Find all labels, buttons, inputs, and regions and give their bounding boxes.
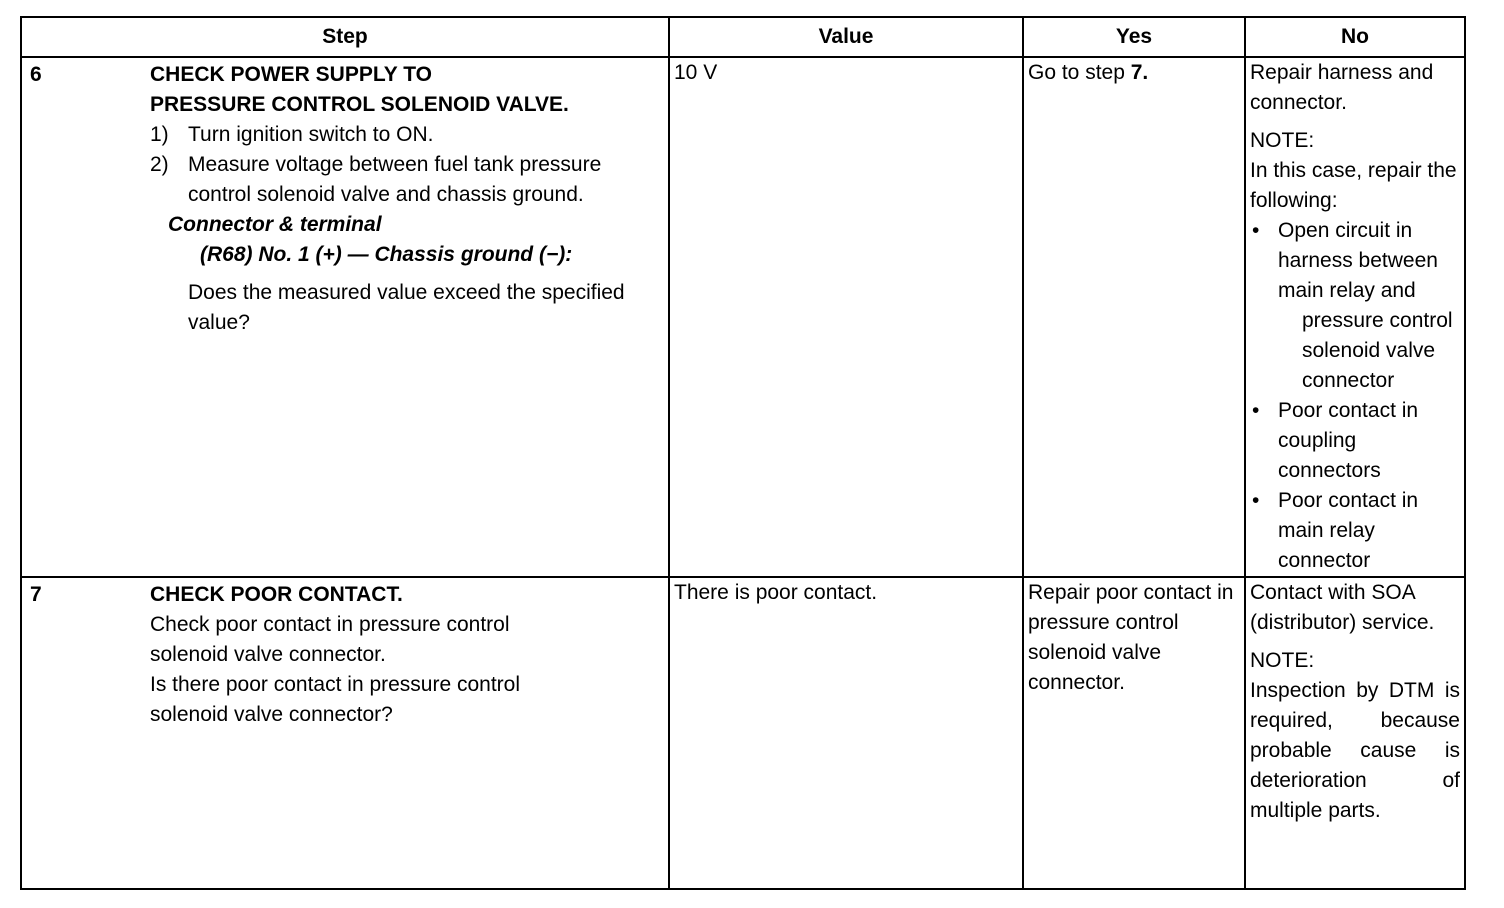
step-number: 6 bbox=[30, 63, 42, 86]
value-cell bbox=[669, 577, 1023, 889]
table-row bbox=[21, 577, 1465, 889]
header-yes: Yes bbox=[1023, 17, 1245, 57]
yes-text: Repair poor contact in pressure control solenoid valve connector. bbox=[1028, 581, 1234, 694]
substep-number: 2) bbox=[150, 153, 169, 176]
substep bbox=[150, 120, 664, 150]
bullet-text: Poor contact in coupling connectors bbox=[1278, 399, 1419, 482]
step-text: Check poor contact in pressure control solenoid valve connector. bbox=[150, 613, 510, 666]
yes-text: Go to step bbox=[1028, 61, 1131, 84]
substep-text: Measure voltage between fuel tank pressure control solenoid valve and chassis ground. bbox=[188, 153, 602, 206]
step-title-cont: PRESSURE CONTROL SOLENOID VALVE. bbox=[150, 93, 569, 116]
step-cell bbox=[21, 577, 669, 889]
no-text: Contact with SOA (distributor) service. bbox=[1250, 581, 1435, 634]
bullet-item bbox=[1250, 486, 1460, 576]
step-cell bbox=[21, 57, 669, 577]
bullet-marker: • bbox=[1252, 219, 1260, 242]
header-step: Step bbox=[21, 17, 669, 57]
step-question: Is there poor contact in pressure control solenoid valve connector? bbox=[150, 673, 521, 726]
header-value: Value bbox=[669, 17, 1023, 57]
no-cell bbox=[1245, 57, 1465, 577]
value-cell bbox=[669, 57, 1023, 577]
note-label: NOTE: bbox=[1250, 649, 1315, 672]
table-row bbox=[21, 57, 1465, 577]
value-text: There is poor contact. bbox=[674, 581, 878, 604]
header-no: No bbox=[1245, 17, 1465, 57]
bullet-item bbox=[1250, 216, 1460, 306]
bullet-marker: • bbox=[1252, 489, 1260, 512]
note-text: In this case, repair the following: bbox=[1250, 159, 1457, 212]
bullet-text: Open circuit in harness between main relay and bbox=[1278, 219, 1438, 302]
connector-label: Connector & terminal bbox=[168, 213, 382, 236]
bullet-marker: • bbox=[1252, 399, 1260, 422]
bullet-text-cont: pressure control solenoid valve connector bbox=[1302, 309, 1453, 392]
diagnostic-table bbox=[20, 16, 1466, 890]
value-text: 10 V bbox=[674, 61, 718, 84]
step-title: CHECK POOR CONTACT. bbox=[150, 583, 403, 606]
substep bbox=[150, 150, 664, 210]
bullet-item bbox=[1250, 396, 1460, 486]
connector-spec: (R68) No. 1 (+) — Chassis ground (−): bbox=[200, 243, 573, 266]
no-text: Repair harness and connector. bbox=[1250, 61, 1434, 114]
substep-number: 1) bbox=[150, 123, 169, 146]
yes-cell bbox=[1023, 577, 1245, 889]
step-number: 7 bbox=[30, 583, 42, 606]
bullet-text: Poor contact in main relay connector bbox=[1278, 489, 1419, 572]
yes-step-link: 7. bbox=[1130, 61, 1149, 84]
header-row bbox=[21, 17, 1465, 57]
step-question: Does the measured value exceed the specified value? bbox=[188, 281, 625, 334]
note-text: Inspection by DTM is required, because probable cause is deterioration of multiple parts. bbox=[1250, 679, 1460, 822]
substep-text: Turn ignition switch to ON. bbox=[188, 123, 434, 146]
yes-cell bbox=[1023, 57, 1245, 577]
step-title: CHECK POWER SUPPLY TO bbox=[150, 63, 433, 86]
note-label: NOTE: bbox=[1250, 129, 1315, 152]
no-cell bbox=[1245, 577, 1465, 889]
